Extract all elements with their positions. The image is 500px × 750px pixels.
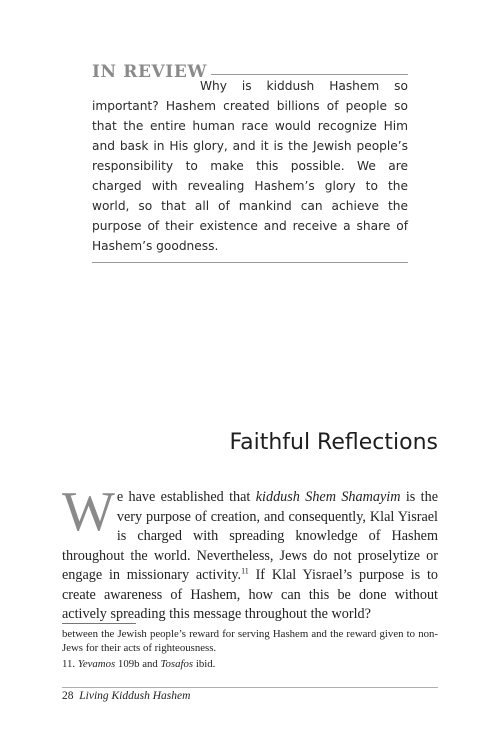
footnote-11-end: ibid. — [193, 658, 216, 670]
footnote-11-mid: 109b and — [115, 658, 161, 670]
body-paragraph — [62, 481, 438, 625]
drop-cap: W — [62, 481, 115, 543]
body-text-2: is the very purpose of creation, and consequently, Klal Yisrael is charged with spreading knowledge of Hashem throughout the world. Nevertheless, Jews do not proselytize or engage in missionary activity. — [62, 489, 438, 583]
footnote-11-source-1: Yevamos — [77, 658, 116, 670]
body-italic-term: kiddush Shem Shamayim — [255, 489, 401, 505]
footnote-continued: between the Jewish people’s reward for serving Hashem and the reward given to non-Jews for their acts of righteousness. — [62, 628, 438, 654]
body-text-1: e have established that — [116, 489, 256, 505]
in-review-box — [92, 62, 408, 263]
in-review-heading: IN REVIEW — [92, 62, 208, 82]
page-number: 28 — [62, 690, 74, 702]
footnote-separator — [62, 623, 136, 624]
running-title: Living Kiddush Hashem — [79, 690, 191, 702]
in-review-top-rule — [211, 74, 408, 75]
page-footer — [62, 690, 190, 702]
footnote-reference: 11 — [241, 566, 249, 576]
footnote-11-source-2: Tosafos — [160, 658, 194, 670]
footnote-11-number: 11. — [62, 658, 76, 670]
section-title: Faithful Reflections — [229, 430, 438, 455]
in-review-text: Why is kiddush Hashem so important? Hashem created billions of people so that the entire human race would recognize Him and bask in His glory, and it is the Jewish people’s responsibility to make this possible. We are charged with revealing Hashem’s glory to the world, so that all of mankind can achieve the purpose of their existence and receive a share of Hashem’s goodness. — [92, 79, 408, 253]
footnotes — [62, 628, 438, 672]
footer-rule — [62, 687, 438, 688]
in-review-bottom-rule — [92, 262, 408, 263]
body-text-3: If Klal Yisrael’s purpose is to create awareness of Hashem, how can this be done without actively spreading this message throughout the world? — [62, 567, 438, 622]
footnote-11 — [62, 658, 438, 672]
